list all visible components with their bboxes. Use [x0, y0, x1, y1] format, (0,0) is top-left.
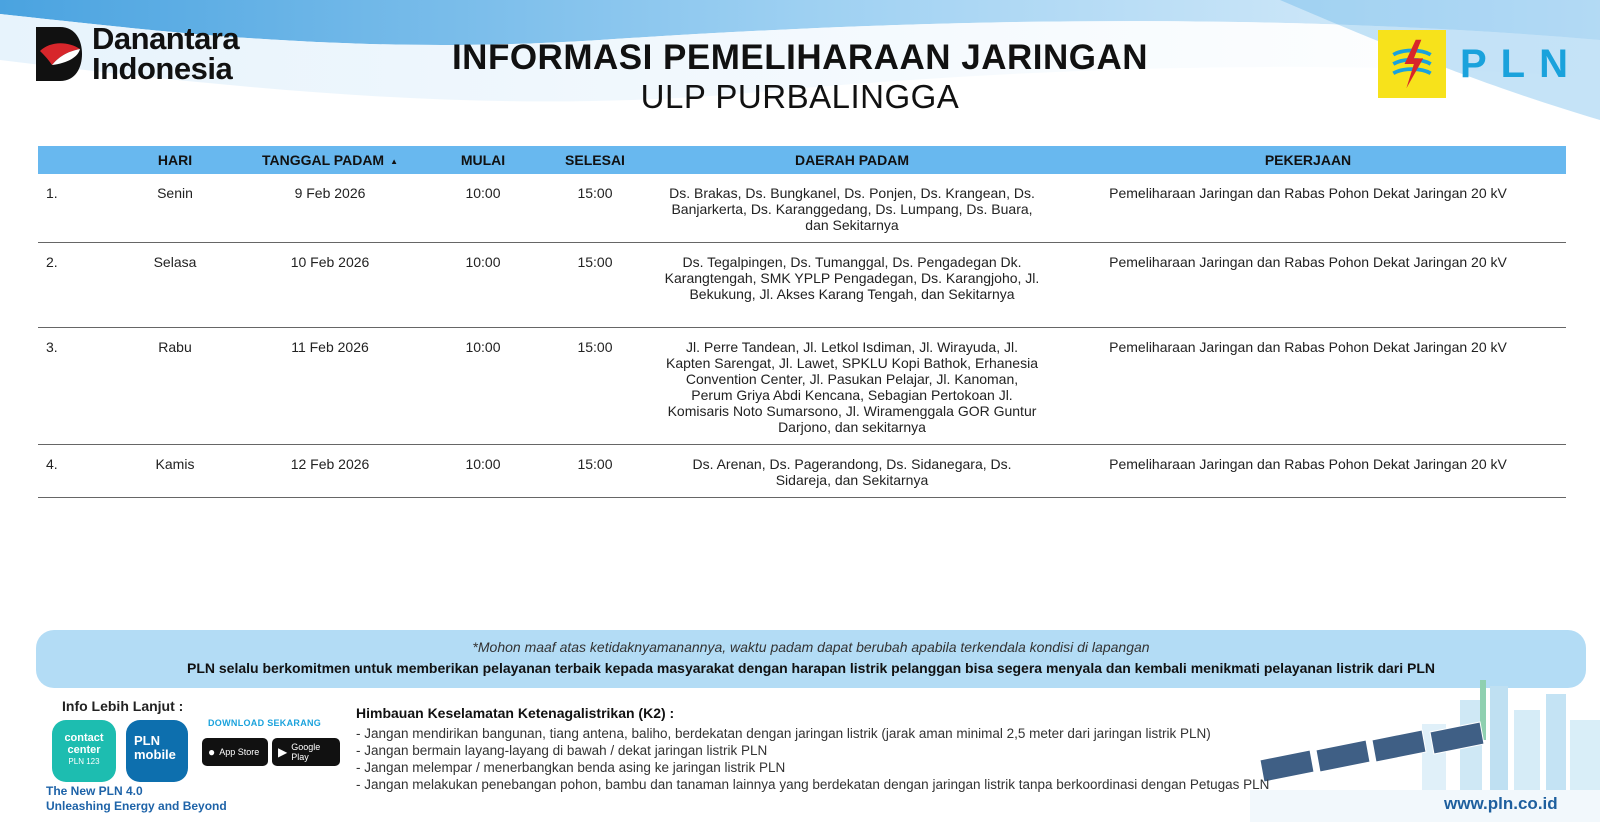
google-play-badge[interactable] [272, 738, 340, 766]
cell-mulai: 10:00 [465, 456, 501, 472]
pln-logo-text: PLN [1460, 41, 1582, 86]
k2-item: - Jangan bermain layang-layang di bawah / dekat jaringan listrik PLN [356, 743, 768, 758]
cell-hari: Senin [157, 185, 193, 201]
sort-ascending-icon[interactable]: ▲ [390, 156, 399, 166]
tagline-line2: Unleashing Energy and Beyond [46, 799, 227, 813]
cell-tanggal: 10 Feb 2026 [290, 254, 370, 270]
cell-tanggal: 9 Feb 2026 [294, 185, 366, 201]
cell-mulai: 10:00 [465, 185, 501, 201]
header-mulai[interactable]: MULAI [460, 152, 506, 168]
cell-no: 4. [46, 456, 58, 472]
notice-commitment: PLN selalu berkomitmen untuk memberikan pelayanan terbaik kepada masyarakat dengan harapan listrik pelanggan bisa segera menyala dan kembali menikmati pelayanan listrik dari PLN [186, 660, 1436, 676]
cell-selesai: 15:00 [577, 456, 613, 472]
cell-selesai: 15:00 [577, 254, 613, 270]
cell-tanggal: 11 Feb 2026 [291, 339, 369, 355]
pln-logo [1378, 30, 1582, 98]
k2-item: - Jangan melakukan penebangan pohon, bambu dan tanaman lainnya yang berdekatan dengan jaringan listrik tanpa berkoordinasi dengan Petugas PLN [356, 777, 1270, 792]
cell-mulai: 10:00 [465, 339, 501, 355]
cell-pekerjaan: Pemeliharaan Jaringan dan Rabas Pohon Dekat Jaringan 20 kV [1109, 339, 1507, 355]
page-title: INFORMASI PEMELIHARAAN JARINGAN [451, 38, 1149, 77]
contact-center-label: contact center [64, 732, 104, 756]
tagline-line1: The New PLN 4.0 [46, 784, 143, 798]
app-store-badge[interactable] [202, 738, 268, 766]
header-hari[interactable]: HARI [157, 152, 193, 168]
cell-hari: Kamis [155, 456, 195, 472]
page-subtitle: ULP PURBALINGGA [640, 78, 960, 115]
info-title: Info Lebih Lanjut : [62, 698, 184, 714]
header-tanggal-label: TANGGAL PADAM [261, 152, 385, 168]
contact-center-app-icon[interactable] [52, 720, 116, 782]
header-pekerjaan[interactable]: PEKERJAAN [1264, 152, 1352, 168]
cell-no: 1. [46, 185, 58, 201]
cell-hari: Selasa [153, 254, 197, 270]
tagline [46, 784, 227, 814]
play-icon: ▶ [278, 745, 288, 759]
danantara-line2: Indonesia [92, 51, 233, 86]
cell-selesai: 15:00 [577, 185, 613, 201]
header-selesai[interactable]: SELESAI [565, 152, 625, 168]
pln-mobile-label: PLN mobile [134, 733, 176, 762]
header-daerah[interactable]: DAERAH PADAM [794, 152, 910, 168]
k2-title: Himbauan Keselamatan Ketenagalistrikan (K2) : [356, 705, 675, 721]
k2-safety-notice [356, 705, 1269, 793]
cell-selesai: 15:00 [577, 339, 613, 355]
cell-daerah: Ds. Tegalpingen, Ds. Tumanggal, Ds. Pengadegan Dk. Karangtengah, SMK YPLP Pengadegan, Ds. Karangjoho, Jl. Bekukung, Jl. Akses Karang Tengah, dan Sekitarnya [664, 254, 1040, 302]
contact-center-sub: PLN 123 [68, 757, 100, 766]
k2-item: - Jangan melempar / menerbangkan benda asing ke jaringan listrik PLN [356, 760, 786, 775]
table-row [38, 174, 1566, 243]
cell-pekerjaan: Pemeliharaan Jaringan dan Rabas Pohon Dekat Jaringan 20 kV [1109, 185, 1507, 201]
k2-item: - Jangan mendirikan bangunan, tiang antena, baliho, berdekatan dengan jaringan listrik (jarak aman minimal 2,5 meter dari jaringan listrik PLN) [356, 726, 1211, 741]
cell-daerah: Ds. Arenan, Ds. Pagerandong, Ds. Sidanegara, Ds. Sidareja, dan Sekitarnya [692, 456, 1012, 488]
app-store-label: App Store [219, 747, 260, 757]
pln-lightning-icon [1378, 30, 1446, 98]
notice-disclaimer: *Mohon maaf atas ketidaknyamanannya, waktu padam dapat berubah apabila terkendala kondisi di lapangan [472, 639, 1150, 655]
google-play-label: Google Play [291, 742, 321, 762]
table-row [38, 328, 1566, 445]
cell-daerah: Jl. Perre Tandean, Jl. Letkol Isdiman, Jl. Wirayuda, Jl. Kapten Sarengat, Jl. Lawet, SPKLU Kopi Bathok, Erhanesia Convention Center, Jl. Pasukan Pelajar, Jl. Kanoman, Perum Griya Abdi Kencana, Sebagian Pertokoan Jl. Komisaris Noto Sumarsono, Jl. Wiramenggala GOR Guntur Darjono, dan sekitarnya [665, 339, 1038, 435]
table-row [38, 445, 1566, 498]
pln-mobile-app-icon[interactable] [126, 720, 188, 782]
download-label: DOWNLOAD SEKARANG [208, 718, 322, 728]
cell-daerah: Ds. Brakas, Ds. Bungkanel, Ds. Ponjen, Ds. Krangean, Ds. Banjarkerta, Ds. Karanggedang, Ds. Lumpang, Ds. Buara, dan Sekitarnya [669, 185, 1035, 233]
website-link[interactable]: www.pln.co.id [1444, 794, 1558, 813]
danantara-line1: Danantara [92, 21, 240, 56]
cell-pekerjaan: Pemeliharaan Jaringan dan Rabas Pohon Dekat Jaringan 20 kV [1109, 456, 1507, 472]
header-tanggal[interactable] [230, 152, 430, 168]
cell-no: 3. [46, 339, 58, 355]
cell-tanggal: 12 Feb 2026 [290, 456, 370, 472]
apple-icon: ● [208, 745, 216, 759]
maintenance-table [38, 146, 1566, 498]
cell-no: 2. [46, 254, 58, 270]
cell-mulai: 10:00 [465, 254, 501, 270]
table-row [38, 243, 1566, 328]
cell-hari: Rabu [158, 339, 192, 355]
cell-pekerjaan: Pemeliharaan Jaringan dan Rabas Pohon Dekat Jaringan 20 kV [1109, 254, 1507, 270]
table-header [38, 146, 1566, 174]
